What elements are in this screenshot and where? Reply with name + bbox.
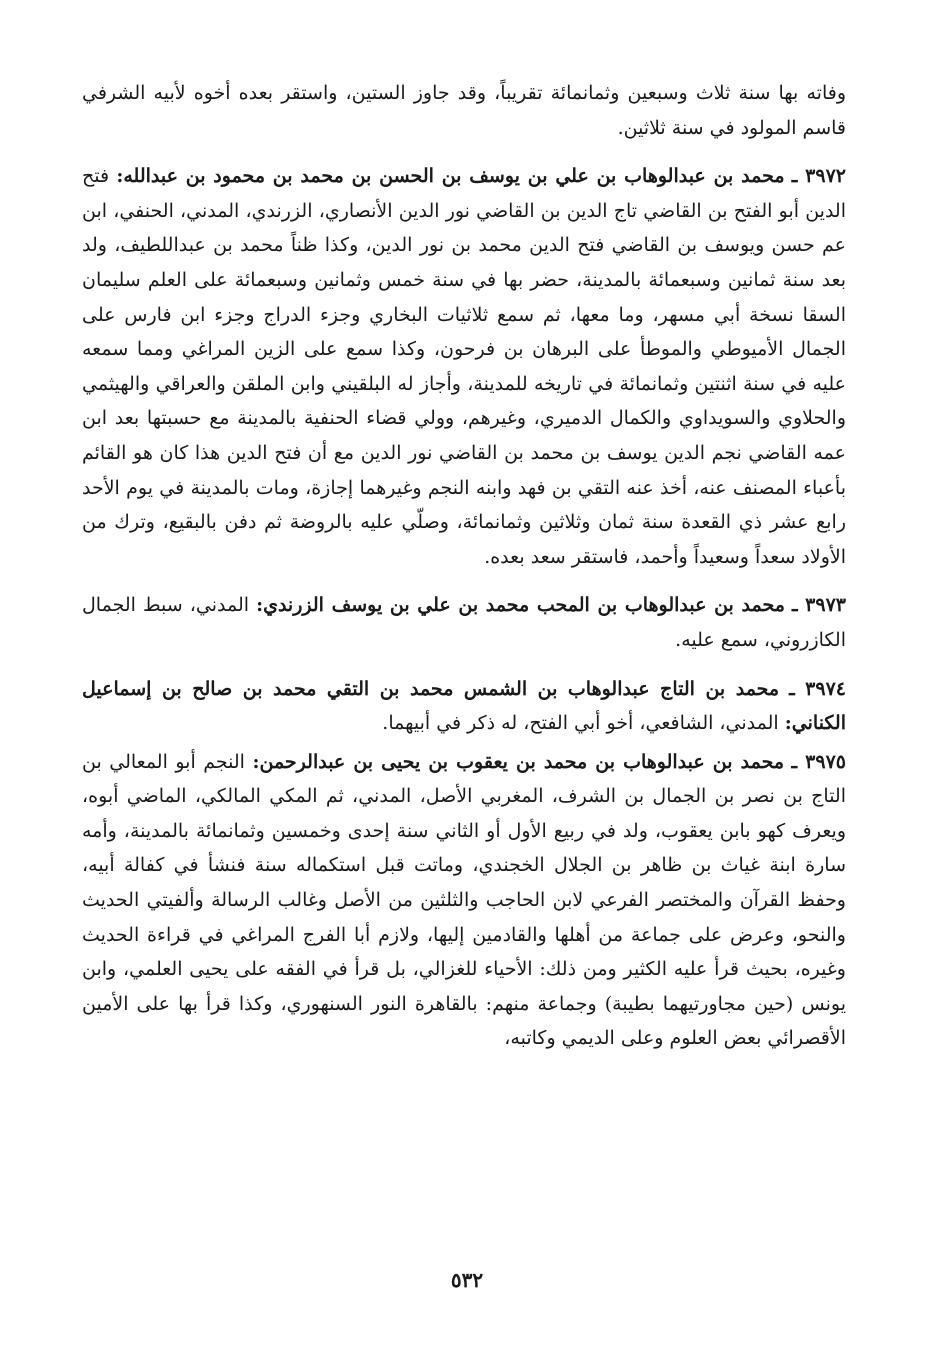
entry-heading: محمد بن التاج عبدالوهاب بن الشمس محمد بن التقي محمد بن صالح بن إسماعيل الكناني: <box>82 677 846 735</box>
paragraph-continuation <box>82 76 846 145</box>
entry-3974 <box>82 672 846 741</box>
entry-body: المدني، سبط الجمال الكازروني، سمع عليه. <box>82 594 846 651</box>
entry-body: المدني، الشافعي، أخو أبي الفتح، له ذكر في أبيهما. <box>382 712 779 735</box>
paragraph-body: وفاته بها سنة ثلاث وسبعين وثمانمائة تقريباً، وقد جاوز الستين، واستقر بعده أخوه لأبيه الشرفي قاسم المولود في سنة ثلاثين. <box>82 82 846 139</box>
entry-3972 <box>82 159 846 574</box>
entry-number: ٣٩٧٥ ـ <box>791 750 846 773</box>
entry-number: ٣٩٧٣ ـ <box>791 594 846 617</box>
entry-heading: محمد بن عبدالوهاب بن المحب محمد بن علي بن يوسف الزرندي: <box>256 594 785 617</box>
entry-body: النجم أبو المعالي بن التاج بن نصر بن الجمال بن الشرف، المغربي الأصل، المدني، ثم المكي المالكي، الماضي أبوه، ويعرف كهو بابن يعقوب، ولد في ربيع الأول أو الثاني سنة إحدى وخمسين وثمانمائة بالمدينة، وأمه سارة ابنة غياث بن ظاهر بن الجلال الخجندي، وماتت قبل استكماله سنة فنشأ في كفالة أبيه، وحفظ القرآن والمختصر الفرعي لابن الحاجب والثلثين من الأصل وغالب الرسالة وألفيتي الحديث والنحو، وعرض على جماعة من أهلها والقادمين إليها، ولازم أبا الفرج المراغي في قراءة الحديث وغيره، بحيث قرأ عليه الكثير ومن ذلك: الأحياء للغزالي، بل قرأ في الفقه على يحيى العلمي، وابن يونس (حين مجاورتيهما بطيبة) وجماعة منهم: بالقاهرة النور السنهوري، وكذا قرأ بها على الأمين الأقصرائي بعض العلوم وعلى الديمي وكاتبه، <box>82 750 846 1050</box>
entry-heading: محمد بن عبدالوهاب بن علي بن يوسف بن الحسن بن محمد بن محمود بن عبدالله: <box>116 165 785 188</box>
entry-3975 <box>82 745 846 1056</box>
entry-3973 <box>82 588 846 657</box>
entry-heading: محمد بن عبدالوهاب بن محمد بن يعقوب بن يحيى بن عبدالرحمن: <box>252 750 785 773</box>
page-text <box>82 76 846 1070</box>
entry-number: ٣٩٧٢ ـ <box>791 165 846 188</box>
entry-body: فتح الدين أبو الفتح بن القاضي تاج الدين بن القاضي نور الدين الأنصاري، الزرندي، المدني، الحنفي، ابن عم حسن ويوسف بن القاضي فتح الدين محمد بن نور الدين، وكذا ظناً محمد بن عبداللطيف، ولد بعد سنة ثمانين وسبعمائة بالمدينة، حضر بها في سنة خمس وثمانين وسبعمائة على العلم سليمان السقا نسخة أبي مسهر، وما معها، ثم سمع ثلاثيات البخاري وجزء الدراج وجزء ابن فارس على الجمال الأميوطي والموطأ على البرهان بن فرحون، وكذا سمع على الزين المراغي ومما سمعه عليه في سنة اثنتين وثمانمائة في تاريخه للمدينة، وأجاز له البلقيني وابن الملقن والعراقي والهيثمي والحلاوي والسويداوي والكمال الدميري، وغيرهم، وولي قضاء الحنفية بالمدينة مع حسبتها بعد ابن عمه القاضي نجم الدين يوسف بن محمد بن القاضي نور الدين مع أن فتح الدين هذا كان هو القائم بأعباء المصنف عنه، أخذ عنه التقي بن فهد وابنه النجم وغيرهما إجازة، ومات بالمدينة في يوم الأحد رابع عشر ذي القعدة سنة ثمان وثلاثين وثمانمائة، وصلّي عليه بالروضة ثم دفن بالبقيع، وترك من الأولاد سعداً وسعيداً وأحمد، فاستقر سعد بعده. <box>82 165 847 568</box>
page-number: ٥٣٢ <box>450 1268 484 1292</box>
entry-number: ٣٩٧٤ ـ <box>789 677 846 700</box>
